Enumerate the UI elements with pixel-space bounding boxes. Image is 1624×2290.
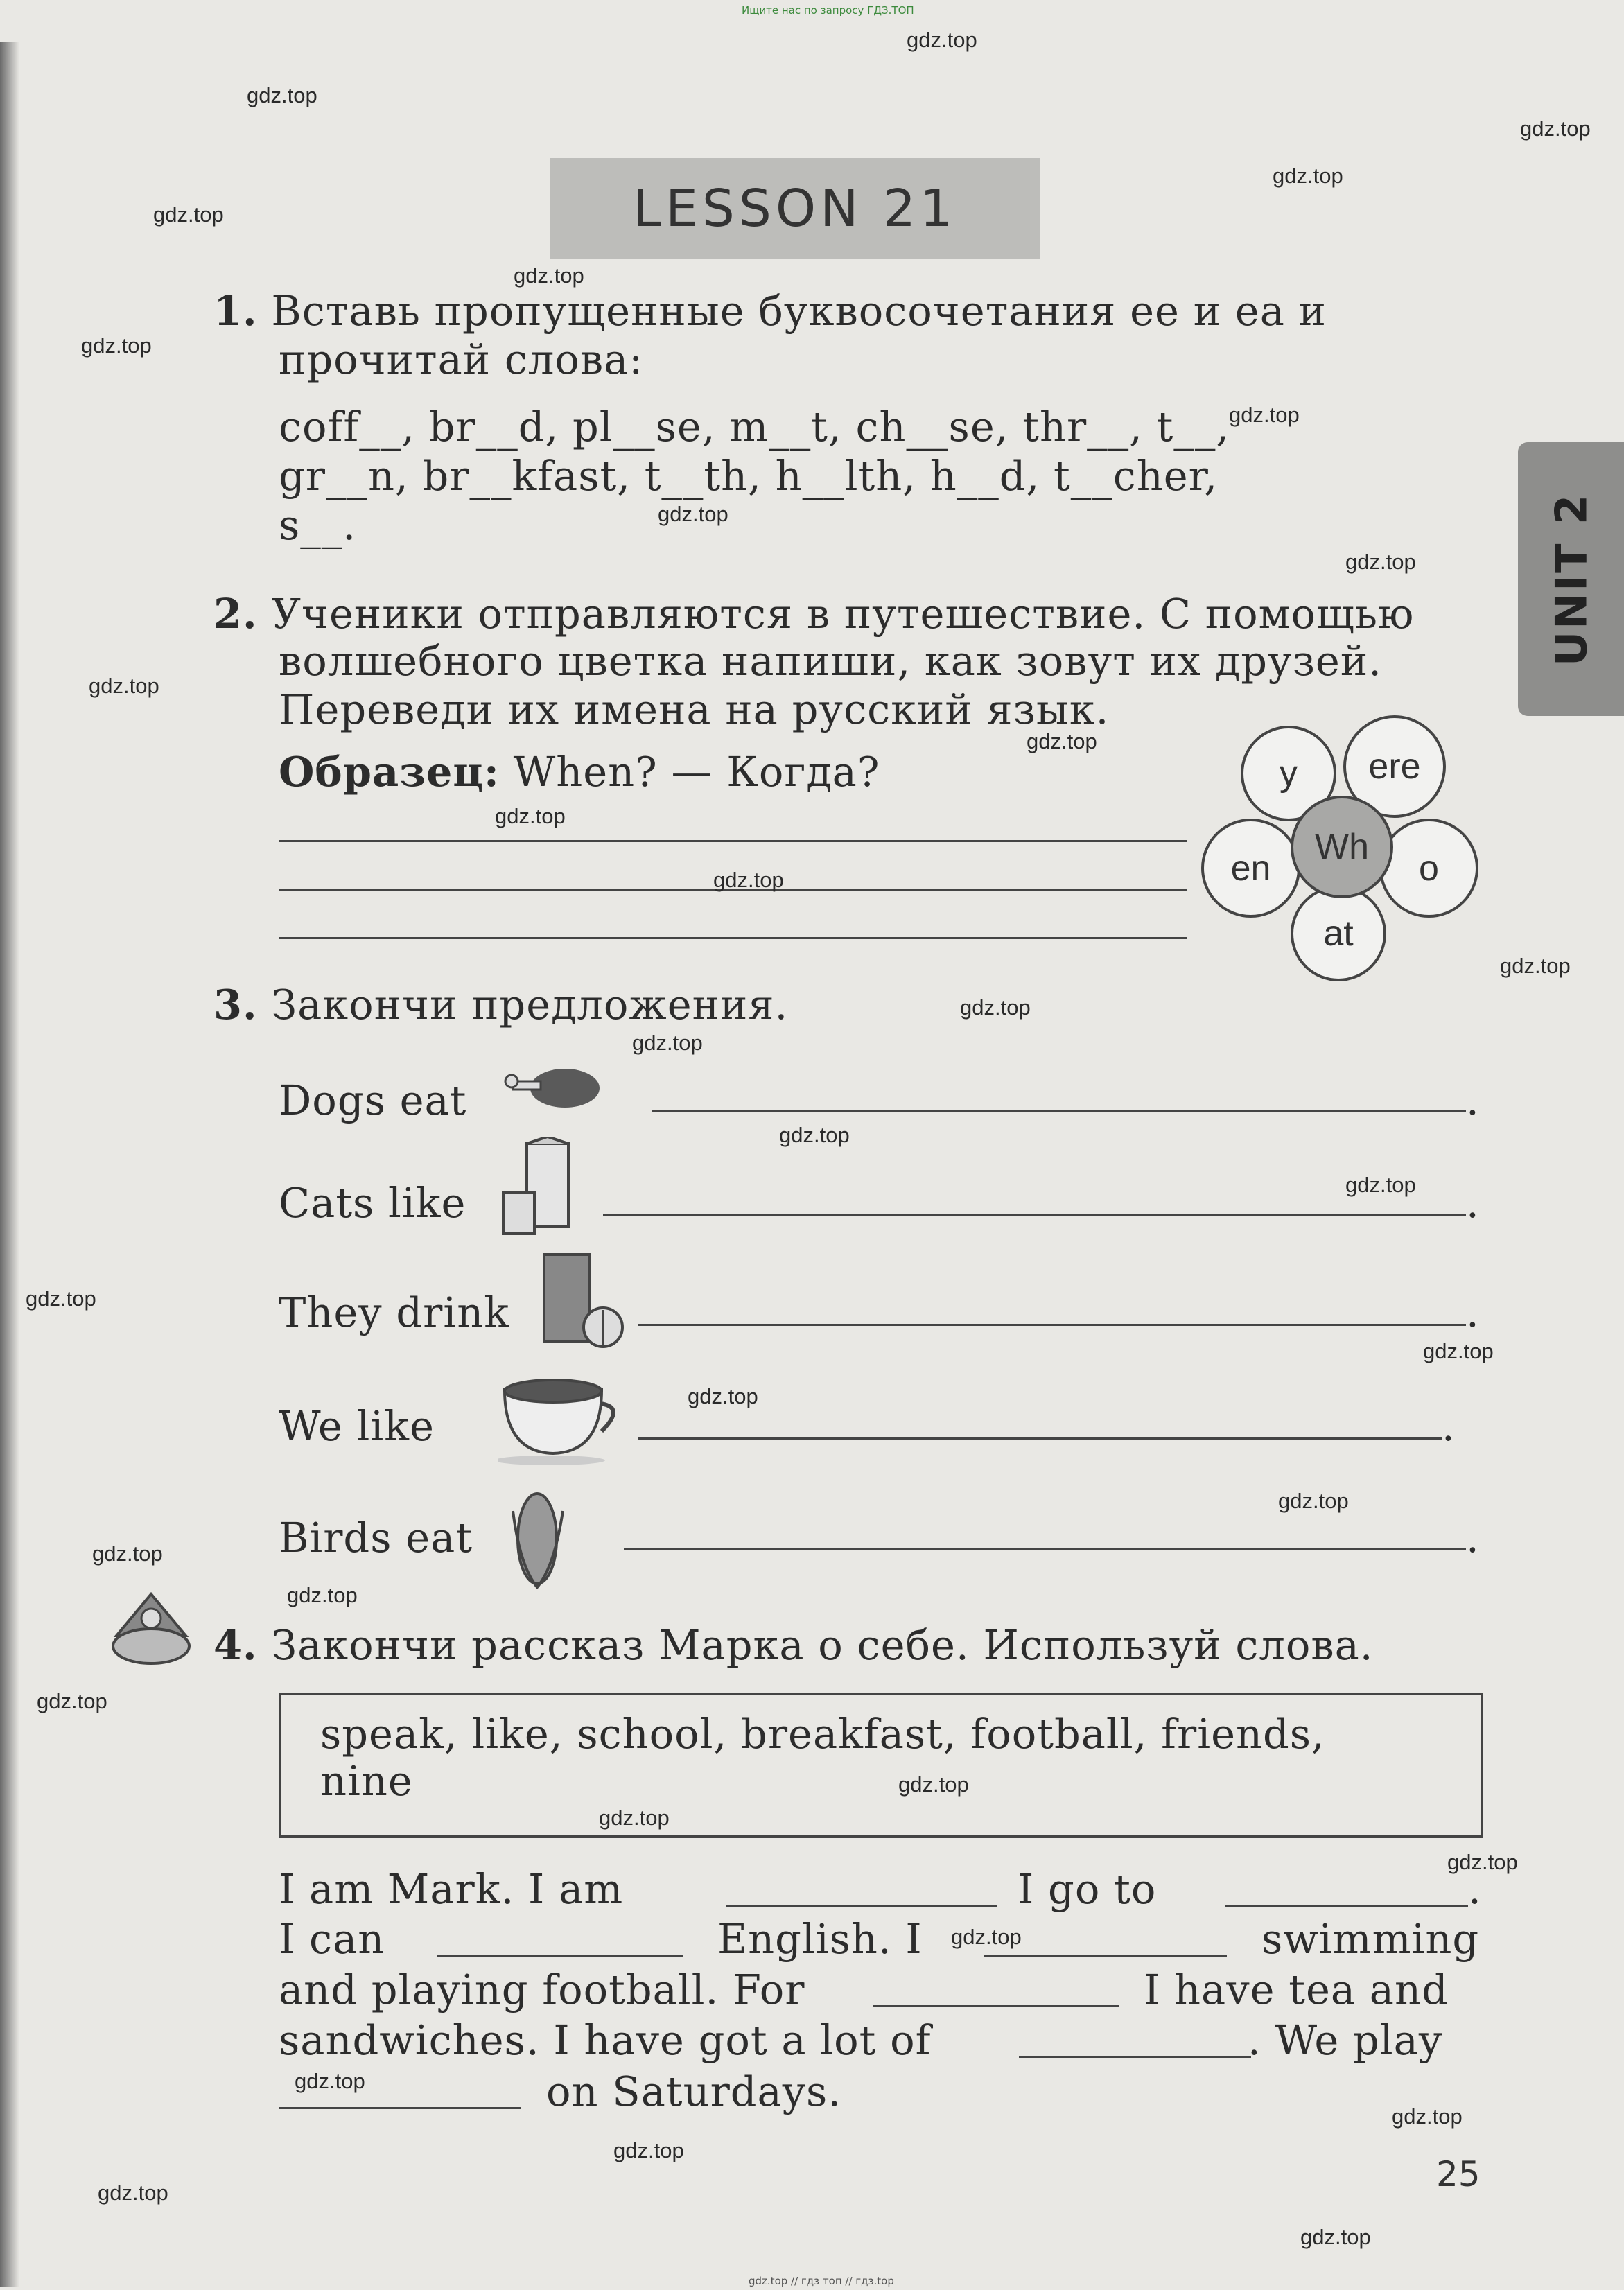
story-period-1: . [1468, 1865, 1482, 1913]
watermark: gdz.top [287, 1583, 358, 1607]
watermark: gdz.top [688, 1384, 758, 1408]
lesson-title-box [550, 158, 1040, 259]
unit-tab-label: UNIT 2 [1546, 492, 1596, 666]
watermark: gdz.top [907, 28, 977, 52]
ex2-line1 [213, 589, 1414, 639]
ex3-period-cats: . [1466, 1179, 1480, 1227]
watermark: gdz.top [951, 1925, 1022, 1949]
watermark: gdz.top [713, 868, 784, 892]
ex2-sample [279, 747, 880, 797]
ex3-period-they: . [1466, 1288, 1480, 1336]
watermark: gdz.top [81, 333, 152, 358]
watermark: gdz.top [295, 2069, 365, 2093]
story-s5: swimming [1261, 1915, 1480, 1963]
watermark: gdz.top [153, 202, 224, 227]
story-s6: and playing football. For [279, 1966, 805, 2013]
ex1-words-line1: coff__, br__d, pl__se, m__t, ch__se, thr__, t__, [279, 403, 1230, 451]
watermark: gdz.top [1027, 729, 1097, 753]
ex1-number: 1. [213, 287, 258, 335]
flower-petal-at: at [1291, 886, 1386, 981]
watermark: gdz.top [37, 1689, 107, 1713]
watermark: gdz.top [658, 502, 728, 526]
word-bank-line1: speak, like, school, breakfast, football, friends, [320, 1710, 1325, 1758]
ex3-sentence-they: They drink [279, 1288, 509, 1336]
story-blank-7[interactable] [279, 2107, 521, 2109]
ex2-number: 2. [213, 590, 258, 638]
flower-petal-o: o [1379, 819, 1478, 918]
watermark: gdz.top [1520, 116, 1591, 141]
milk-icon [499, 1137, 582, 1241]
ex3-period-dogs: . [1466, 1076, 1480, 1124]
watermark: gdz.top [613, 2138, 684, 2162]
watermark: gdz.top [92, 1541, 163, 1566]
ex3-sentence-birds: Birds eat [279, 1514, 473, 1562]
ex3-sentence-dogs: Dogs eat [279, 1076, 467, 1124]
ex1-instruction-line2: прочитай слова: [279, 335, 644, 383]
watermark: gdz.top [1278, 1489, 1349, 1513]
juice-icon [537, 1248, 627, 1352]
story-s2: I go to [1018, 1865, 1157, 1913]
lesson-title: LESSON 21 [632, 178, 957, 238]
watermark: gdz.top [632, 1031, 703, 1055]
ex3-answer-line-cats[interactable] [603, 1214, 1466, 1216]
ex3-title-line [213, 980, 788, 1030]
watermark: gdz.top [514, 263, 584, 288]
story-blank-1[interactable] [726, 1905, 997, 1907]
ex2-line2: волшебного цветка напиши, как зовут их друзей. [279, 637, 1382, 685]
ex4-number: 4. [213, 1621, 258, 1669]
story-s3: I can [279, 1915, 385, 1963]
flower-petal-y: y [1241, 726, 1336, 821]
ex3-title: Закончи предложения. [271, 981, 789, 1029]
page-number: 25 [1436, 2154, 1481, 2194]
watermark: gdz.top [1345, 550, 1416, 574]
watermark: gdz.top [1500, 954, 1571, 978]
watermark: gdz.top [98, 2180, 168, 2205]
story-s9: . We play [1248, 2016, 1443, 2064]
ex1-words-line3: s__. [279, 501, 357, 549]
ex1-instruction-text: Вставь пропущенные буквосочетания ee и ea и [271, 287, 1327, 335]
watermark: gdz.top [1447, 1850, 1518, 1874]
ex3-period-we: . [1442, 1402, 1456, 1450]
ex2-line3: Переведи их имена на русский язык. [279, 685, 1110, 733]
ex1-instruction-line1 [213, 286, 1327, 336]
meat-icon [499, 1060, 610, 1116]
ex2-sample-text: When? — Когда? [513, 748, 880, 796]
watermark: gdz.top [779, 1123, 850, 1147]
story-s8: sandwiches. I have got a lot of [279, 2016, 932, 2064]
story-blank-5[interactable] [873, 2005, 1119, 2007]
ex3-sentence-we: We like [279, 1402, 435, 1450]
ex3-answer-line-dogs[interactable] [652, 1110, 1466, 1112]
top-banner: Ищите нас по запросу ГДЗ.ТОП [742, 4, 914, 17]
story-blank-6[interactable] [1019, 2056, 1251, 2058]
ex3-number: 3. [213, 981, 258, 1029]
story-s10: on Saturdays. [546, 2068, 842, 2115]
ex4-title: Закончи рассказ Марка о себе. Используй слова. [271, 1621, 1374, 1669]
watermark: gdz.top [960, 995, 1031, 1020]
corn-icon [499, 1483, 575, 1594]
flower-petal-ere: ere [1343, 715, 1446, 818]
watermark: gdz.top [1229, 403, 1300, 427]
story-blank-2[interactable] [1225, 1905, 1468, 1907]
watermark: gdz.top [898, 1772, 969, 1797]
coffee-cup-icon [498, 1376, 629, 1466]
ex1-words-line2: gr__n, br__kfast, t__th, h__lth, h__d, t__cher, [279, 452, 1219, 500]
word-bank-line2: nine [320, 1757, 413, 1805]
mark-character-icon [103, 1580, 200, 1670]
ex2-answer-line-3[interactable] [279, 937, 1187, 939]
word-bank-box [279, 1693, 1483, 1838]
watermark: gdz.top [1345, 1173, 1416, 1197]
watermark: gdz.top [1273, 164, 1343, 188]
unit-tab [1518, 442, 1624, 716]
watermark: gdz.top [599, 1806, 670, 1830]
ex2-sample-label: Образец: [279, 748, 500, 796]
ex3-period-birds: . [1466, 1514, 1480, 1562]
story-s1: I am Mark. I am [279, 1865, 624, 1913]
flower-center-wh: Wh [1291, 796, 1393, 898]
flower-petal-en: en [1201, 819, 1300, 918]
ex2-text1: Ученики отправляются в путешествие. С помощью [271, 590, 1415, 638]
watermark: gdz.top [89, 674, 159, 698]
story-s7: I have tea and [1144, 1966, 1449, 2013]
story-blank-3[interactable] [437, 1955, 683, 1957]
ex4-title-line [213, 1620, 1374, 1670]
bottom-banner: gdz.top // гдз топ // гдз.top [749, 2275, 894, 2287]
story-s4: English. I [717, 1915, 923, 1963]
ex2-answer-line-1[interactable] [279, 840, 1187, 842]
story-blank-4[interactable] [984, 1955, 1227, 1957]
watermark: gdz.top [495, 804, 566, 828]
watermark: gdz.top [26, 1286, 96, 1311]
watermark: gdz.top [1392, 2104, 1463, 2129]
ex3-answer-line-birds[interactable] [624, 1548, 1466, 1550]
ex3-sentence-cats: Cats like [279, 1179, 466, 1227]
watermark: gdz.top [1300, 2225, 1371, 2249]
ex3-answer-line-they[interactable] [638, 1324, 1466, 1326]
ex3-answer-line-we[interactable] [638, 1437, 1442, 1440]
watermark: gdz.top [247, 83, 317, 107]
page-edge-shadow [0, 42, 19, 2287]
watermark: gdz.top [1423, 1339, 1494, 1363]
